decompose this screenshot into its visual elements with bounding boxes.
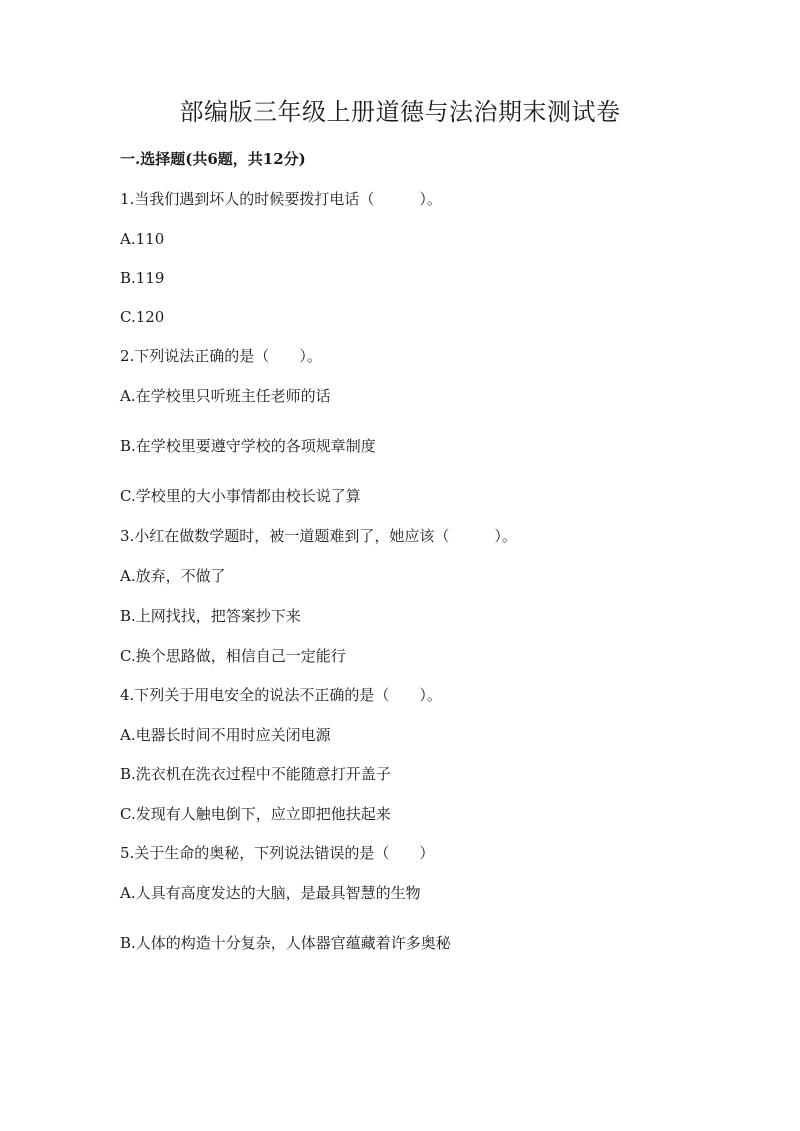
question-2-stem: 2.下列说法正确的是（ ）。 (120, 347, 322, 365)
question-2-option-c: C.学校里的大小事情都由校长说了算 (120, 487, 361, 505)
question-5-option-a: A.人具有高度发达的大脑，是最具智慧的生物 (120, 884, 421, 902)
question-1-option-a: A.110 (120, 230, 165, 248)
question-3-option-a: A.放弃，不做了 (120, 567, 226, 585)
question-1-stem: 1.当我们遇到坏人的时候要拨打电话（ ）。 (120, 190, 442, 208)
question-4-option-c: C.发现有人触电倒下，应立即把他扶起来 (120, 805, 391, 823)
question-2-option-b: B.在学校里要遵守学校的各项规章制度 (120, 437, 376, 455)
question-5-option-b: B.人体的构造十分复杂，人体器官蕴藏着许多奥秘 (120, 934, 451, 952)
question-4-option-b: B.洗衣机在洗衣过程中不能随意打开盖子 (120, 765, 391, 783)
question-5-stem: 5.关于生命的奥秘，下列说法错误的是（ ） (120, 844, 435, 862)
page-title: 部编版三年级上册道德与法治期末测试卷 (179, 98, 621, 126)
question-1-option-b: B.119 (120, 269, 165, 287)
question-3-option-b: B.上网找找，把答案抄下来 (120, 607, 301, 625)
section-heading: 一.选择题(共6题，共12分) (120, 150, 306, 168)
question-3-option-c: C.换个思路做，相信自己一定能行 (120, 647, 346, 665)
question-3-stem: 3.小红在做数学题时，被一道题难到了，她应该（ ）。 (120, 527, 517, 545)
question-1-option-c: C.120 (120, 308, 165, 326)
question-4-stem: 4.下列关于用电安全的说法不正确的是（ ）。 (120, 686, 442, 704)
question-4-option-a: A.电器长时间不用时应关闭电源 (120, 726, 331, 744)
question-2-option-a: A.在学校里只听班主任老师的话 (120, 387, 331, 405)
